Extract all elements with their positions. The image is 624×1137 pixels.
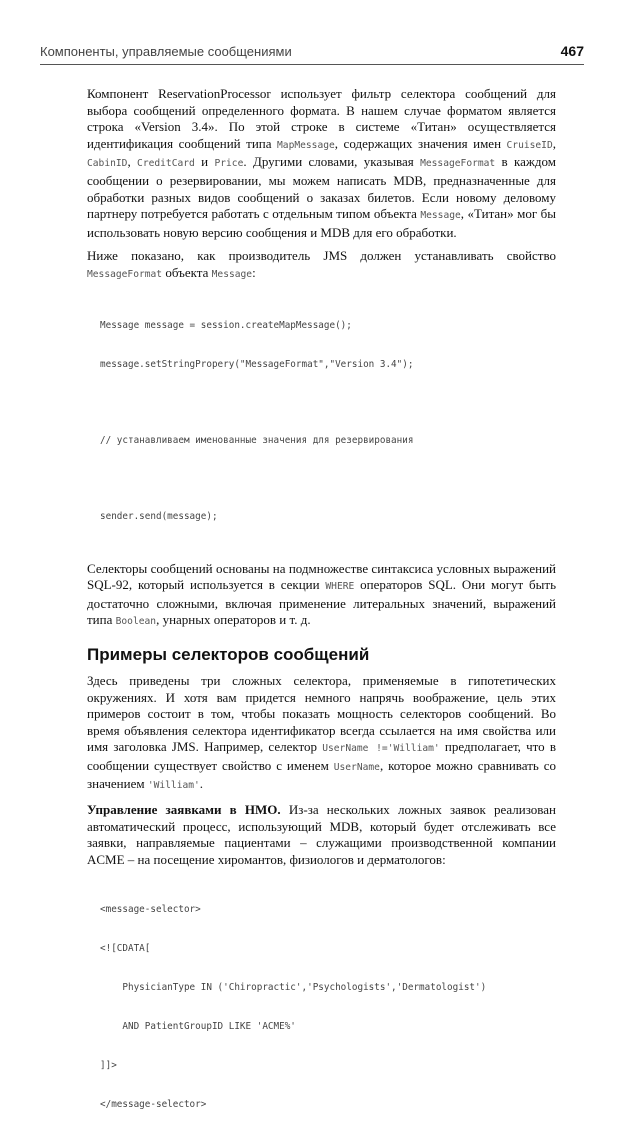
code-listing-selector (100, 877, 556, 1137)
text-run: , которое можно сравнивать со значением (87, 757, 556, 792)
inline-code: MessageFormat (87, 268, 163, 280)
code-line: AND PatientGroupID LIKE 'ACME%' (100, 1021, 296, 1033)
paragraph-examples (87, 673, 556, 795)
text-run: предполагает, что в сообщении существует свойство с именем (87, 739, 556, 773)
running-header (40, 44, 584, 65)
text-run: . (199, 776, 204, 792)
text-run: операторов SQL. Они могут быть достаточно сложными, включая применение литеральных значений, выражений типа (87, 577, 556, 628)
inline-code: Price (214, 158, 244, 170)
paragraph-intro (87, 86, 556, 241)
inline-code: Message (420, 210, 461, 222)
code-blank-line (100, 473, 556, 484)
chapter-title: Компоненты, управляемые сообщениями (40, 44, 292, 59)
inline-code: Message (211, 268, 253, 280)
page-body (87, 86, 556, 1137)
inline-code: MessageFormat (420, 158, 496, 170)
code-line: sender.send(message); (100, 510, 218, 522)
inline-code: WHERE (325, 581, 355, 593)
code-line: <message-selector> (100, 904, 201, 916)
inline-code: UserName !='William' (322, 743, 440, 755)
code-line: ]]> (100, 1060, 117, 1072)
inline-code: MapMessage (277, 139, 335, 151)
inline-code: Boolean (115, 616, 157, 628)
paragraph-hmo (87, 802, 556, 868)
text-run: . Другими словами, указывая (243, 154, 421, 170)
text-run: : (252, 264, 256, 280)
text-run: , содержащих значения имен (334, 135, 507, 151)
text-run: Из-за нескольких ложных заявок реализован автоматический процесс, использующий MDB, который будет отслеживать все заявки, направляемые пациентами – служащими производственной компании ACME – на посещение хиромантов, физиологов и дерматологов: (87, 802, 556, 867)
text-run: Селекторы сообщений основаны на подмножестве синтаксиса условных выражений SQL-92, который используется в секции (87, 560, 556, 593)
paragraph-producer (87, 248, 556, 283)
text-run: Компонент ReservationProcessor использует фильтр селектора сообщений для выбора сообщений определенного формата. В нашем случае форматом является строка «Version 3.4». По этой строке в системе «Титан» осуществляется идентификация сообщений типа (87, 86, 556, 151)
inline-code: CabinID (87, 158, 128, 170)
code-line: Message message = session.createMapMessage(); (100, 319, 352, 331)
code-line: </message-selector> (100, 1099, 207, 1111)
code-listing-producer (100, 293, 556, 549)
inline-code: 'William' (147, 780, 200, 792)
inline-code: CreditCard (137, 158, 195, 170)
text-run: и (194, 154, 215, 170)
code-comment-line: // устанавливаем именованные значения для резервирования (100, 434, 414, 446)
run-in-heading: Управление заявками в НМО. (87, 802, 281, 818)
text-run: , унарных операторов и т. д. (156, 612, 311, 628)
section-heading: Примеры селекторов сообщений (87, 644, 370, 664)
inline-code: UserName (333, 761, 380, 773)
page-number: 467 (560, 43, 584, 59)
code-line: PhysicianType IN ('Chiropractic','Psychologists','Dermatologist') (100, 982, 487, 994)
code-line: <![CDATA[ (100, 943, 151, 955)
text-run: Ниже показано, как производитель JMS должен устанавливать свойство (87, 248, 556, 264)
text-run: в каждом сообщении о резервировании, мы можем написать MDB, предназначенные для обработки разных видов сообщений о заказах билетов. Если новому деловому партнеру потребуется работать с отдельным типом объекта (87, 154, 557, 222)
paragraph-selectors (87, 561, 556, 631)
text-run: объекта (162, 264, 212, 280)
inline-code: CruiseID (506, 139, 553, 151)
text-run: , (552, 135, 556, 151)
text-run: , (127, 154, 138, 170)
text-run: Здесь приведены три сложных селектора, применяемые в гипотетических окружениях. И хотя вам придется немного напрячь воображение, цель этих примеров состоит в том, чтобы показать мощность селекторов сообщений. Во время объявления селектора идентификатор всегда ссылается на имя свойства или имя заголовка JMS. Например, селектор (87, 672, 556, 755)
code-blank-line (100, 397, 556, 408)
code-line: message.setStringPropery("MessageFormat","Version 3.4"); (100, 358, 414, 370)
text-run: , «Титан» мог бы использовать новую версию сообщения и MDB для его обработки. (87, 206, 556, 240)
